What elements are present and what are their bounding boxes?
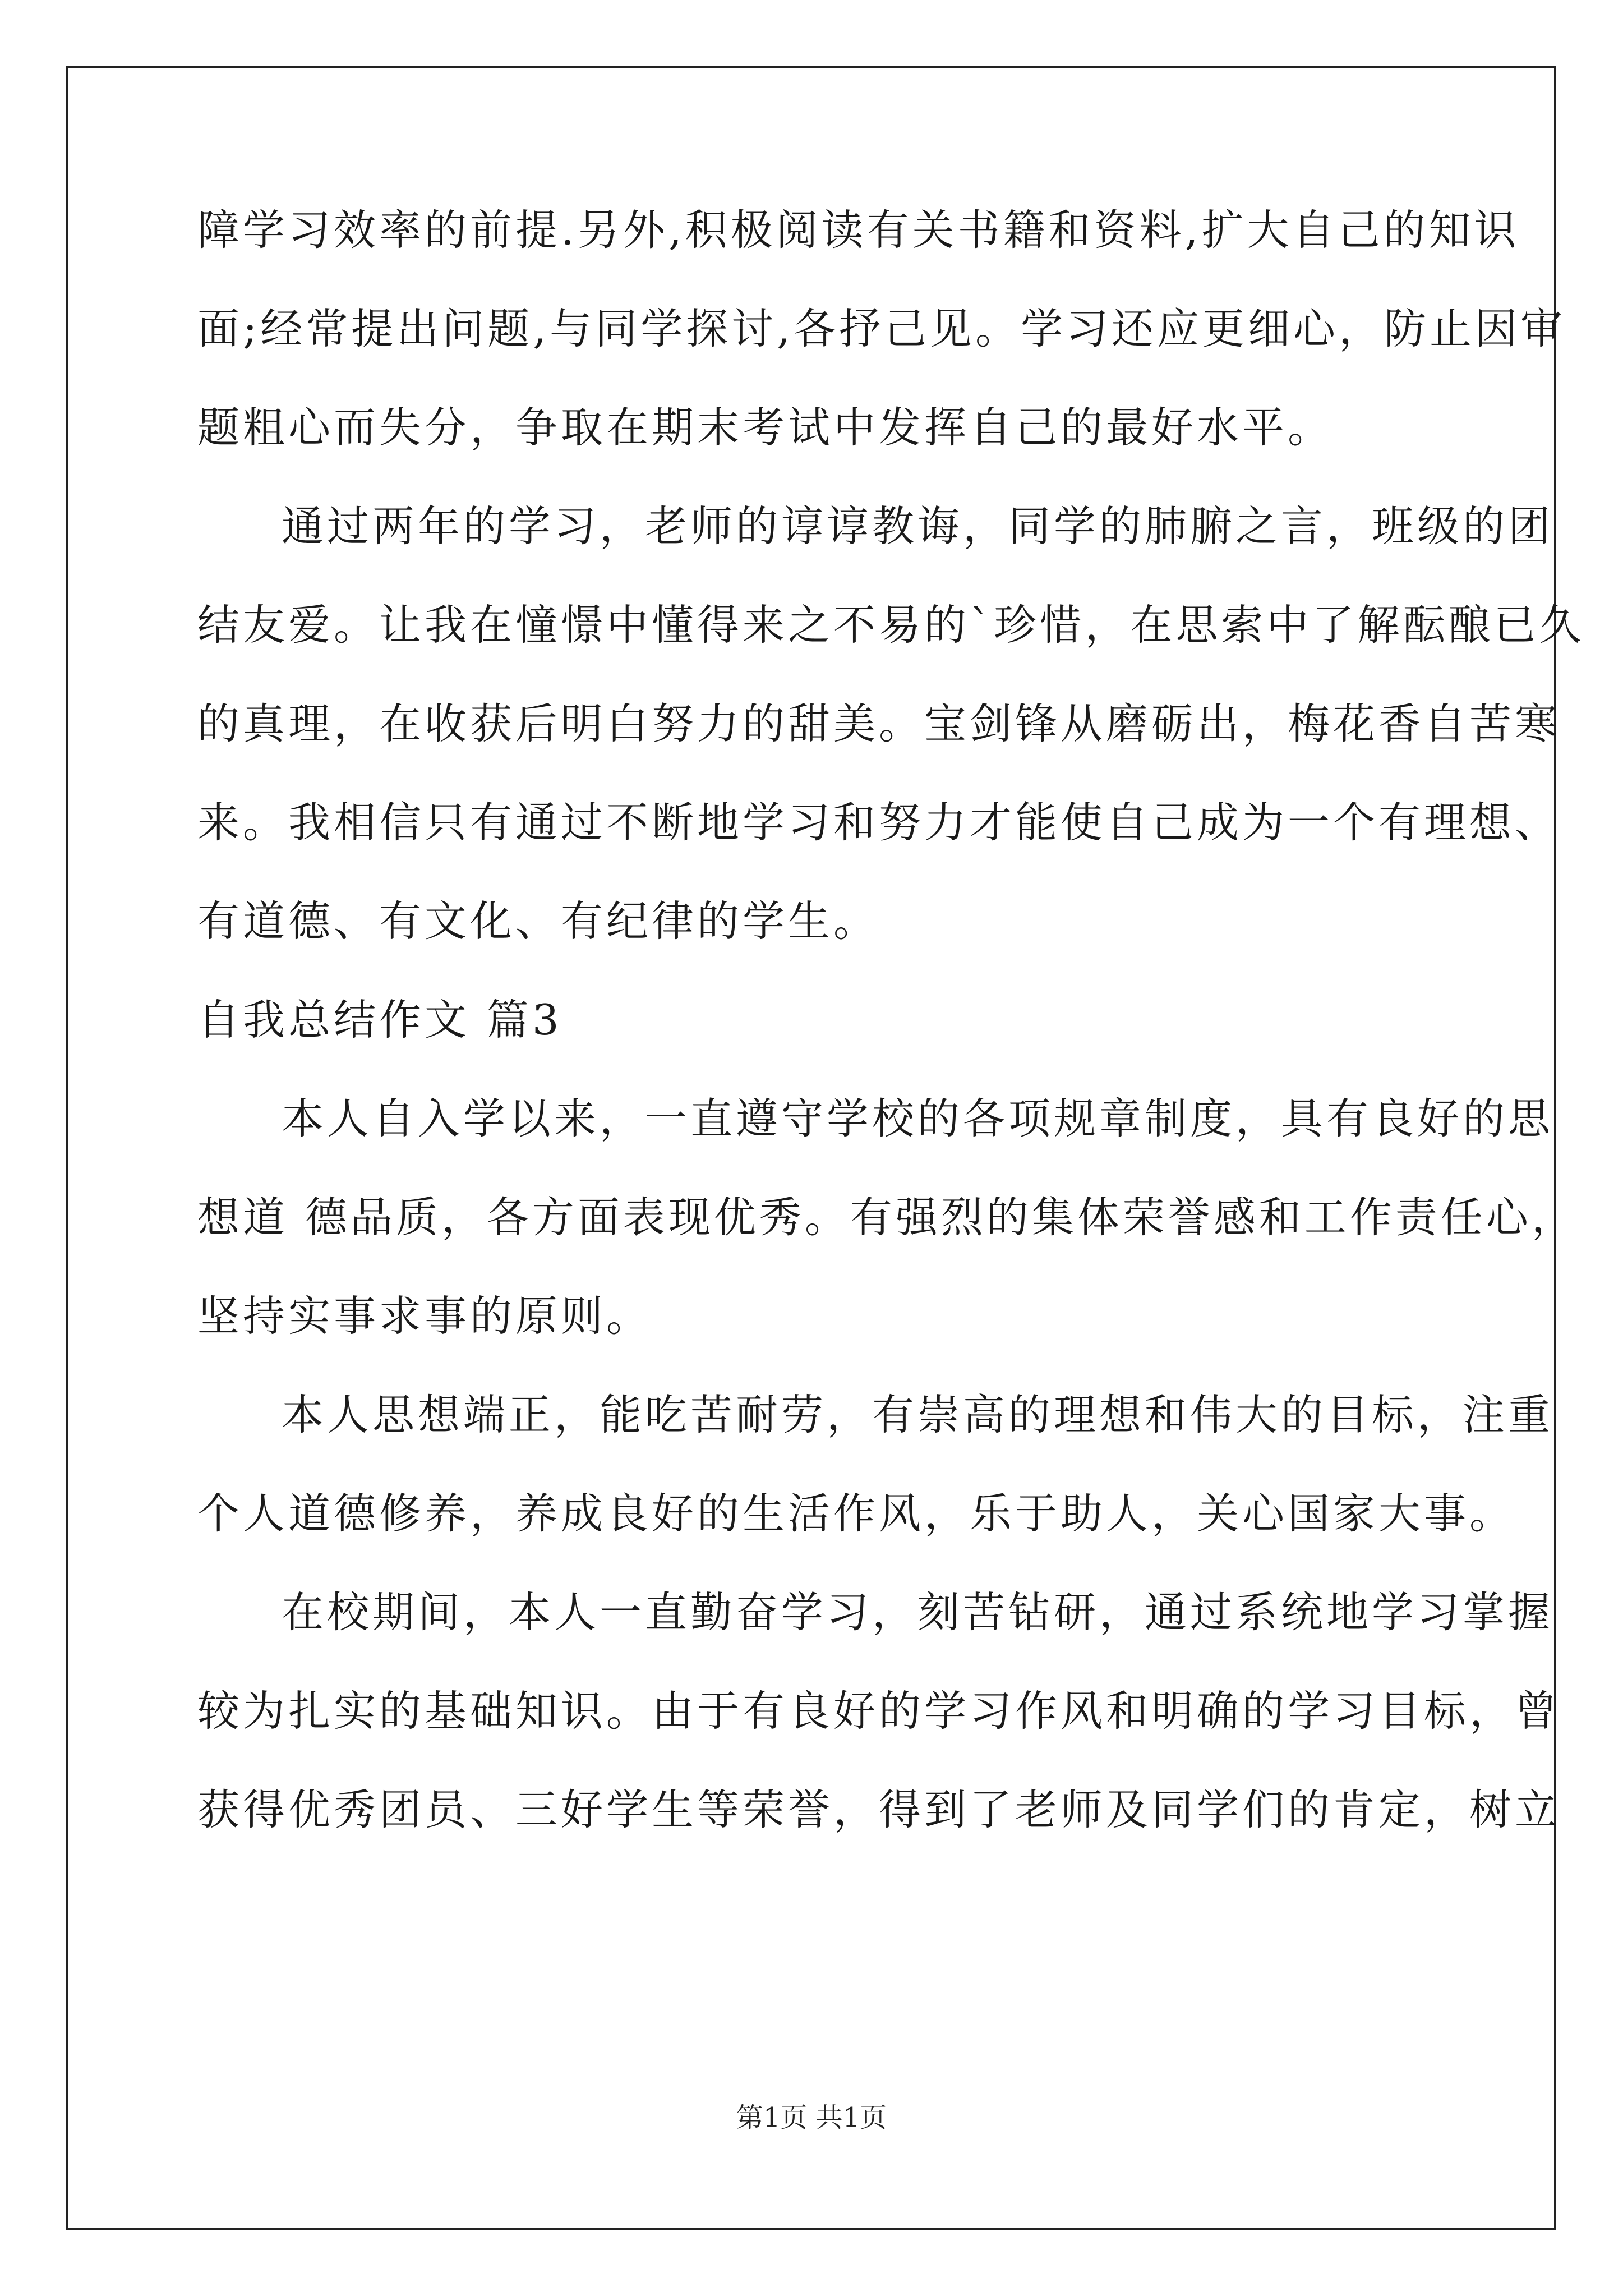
paragraph-line: 结友爱。让我在憧憬中懂得来之不易的`珍惜，在思索中了解酝酿已久: [197, 600, 1585, 650]
paragraph-line: 坚持实事求事的原则。: [197, 1291, 652, 1341]
paragraph-line: 有道德、有文化、有纪律的学生。: [197, 896, 879, 946]
paragraph-line: 较为扎实的基础知识。由于有良好的学习作风和明确的学习目标，曾: [197, 1686, 1561, 1736]
paragraph-line: 题粗心而失分，争取在期末考试中发挥自己的最好水平。: [197, 403, 1334, 452]
page-number-footer: 第1页 共1页: [736, 2102, 887, 2133]
paragraph-line: 来。我相信只有通过不断地学习和努力才能使自己成为一个有理想、: [197, 798, 1561, 847]
paragraph-line: 本人自入学以来，一直遵守学校的各项规章制度，具有良好的思: [282, 1094, 1554, 1143]
paragraph-line: 在校期间，本人一直勤奋学习，刻苦钻研，通过系统地学习掌握: [282, 1588, 1554, 1637]
paragraph-line: 面;经常提出问题,与同学探讨,各抒己见。学习还应更细心，防止因审: [197, 304, 1566, 353]
paragraph-line: 想道 德品质，各方面表现优秀。有强烈的集体荣誉感和工作责任心，: [197, 1193, 1577, 1242]
paragraph-line: 本人思想端正，能吃苦耐劳，有崇高的理想和伟大的目标，注重: [282, 1390, 1554, 1439]
paragraph-line: 通过两年的学习，老师的谆谆教诲，同学的肺腑之言，班级的团: [282, 501, 1554, 551]
paragraph-line: 的真理，在收获后明白努力的甜美。宝剑锋从磨砺出，梅花香自苦寒: [197, 699, 1561, 748]
section-heading: 自我总结作文 篇3: [197, 995, 562, 1045]
paragraph-line: 获得优秀团员、三好学生等荣誉，得到了老师及同学们的肯定，树立: [197, 1785, 1561, 1834]
page-border: [66, 66, 1556, 2230]
paragraph-line: 个人道德修养，养成良好的生活作风，乐于助人，关心国家大事。: [197, 1489, 1515, 1538]
paragraph-line: 障学习效率的前提.另外,积极阅读有关书籍和资料,扩大自己的知识: [197, 205, 1520, 255]
